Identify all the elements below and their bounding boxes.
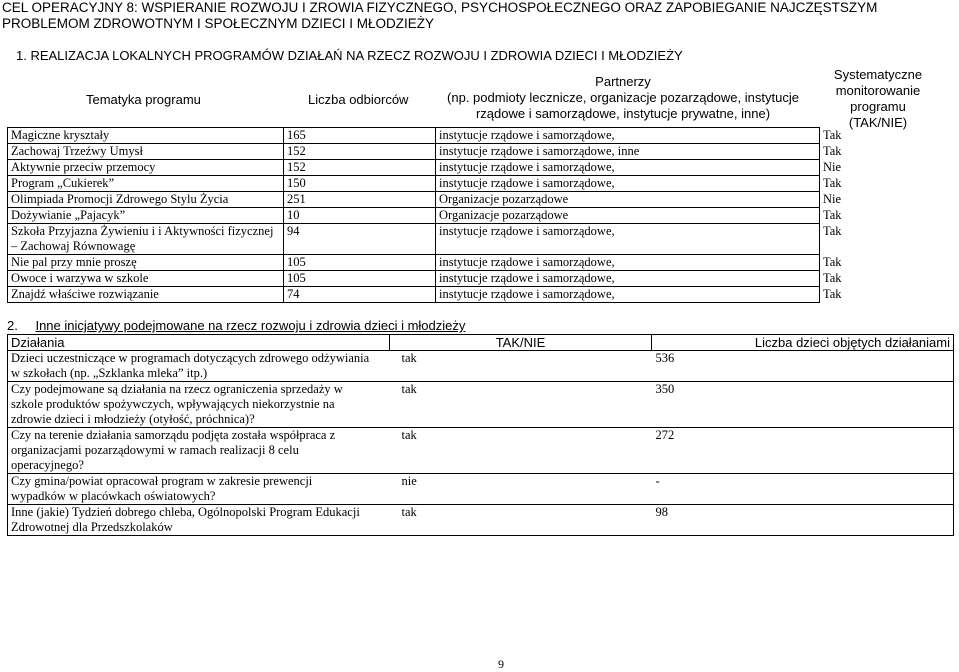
- recipient-count: 105: [284, 271, 436, 287]
- col-monitoring-header: Systematyczne monitorowanie programu (TAK/NIE): [833, 67, 923, 130]
- recipient-count: 10: [284, 208, 436, 224]
- program-topic: Zachowaj Trzeźwy Umysł: [8, 144, 284, 160]
- program-topic: Owoce i warzywa w szkole: [8, 271, 284, 287]
- partners-cell: instytucje rządowe i samorządowe,: [436, 160, 820, 176]
- table-row: [8, 271, 844, 287]
- children-count-cell: 350: [652, 382, 954, 428]
- table-row: [8, 351, 954, 382]
- header-line-1: CEL OPERACYJNY 8: WSPIERANIE ROZWOJU I ZROWIA FIZYCZNEGO, PSYCHOSPOŁECZNEGO ORAZ ZAPOBIEGANIE NAJCZĘSTSZYM: [2, 0, 878, 15]
- initiatives-table: [7, 334, 954, 536]
- monitoring-cell: Tak: [820, 176, 844, 192]
- col-action-header: Działania: [8, 335, 390, 351]
- partners-cell: Organizacje pozarządowe: [436, 192, 820, 208]
- program-topic: Znajdź właściwe rozwiązanie: [8, 287, 284, 303]
- recipient-count: 74: [284, 287, 436, 303]
- table-row: [8, 192, 844, 208]
- action-cell: Czy na terenie działania samorządu podjęta została współpraca z organizacjami pozarządowymi w ramach realizacji 8 celu operacyjnego?: [8, 428, 390, 474]
- action-cell: Inne (jakie) Tydzień dobrego chleba, Ogólnopolski Program Edukacji Zdrowotnej dla Przedszkolaków: [8, 505, 390, 536]
- programs-table: [7, 127, 844, 303]
- program-topic: Program „Cukierek”: [8, 176, 284, 192]
- page-number: 9: [498, 657, 504, 671]
- monitoring-cell: Tak: [820, 287, 844, 303]
- monitoring-cell: Nie: [820, 160, 844, 176]
- table-row: [8, 144, 844, 160]
- program-topic: Szkoła Przyjazna Żywieniu i i Aktywności fizycznej – Zachowaj Równowagę: [8, 224, 284, 255]
- section-1-title: 1. REALIZACJA LOKALNYCH PROGRAMÓW DZIAŁAŃ NA RZECZ ROZWOJU I ZDROWIA DZIECI I MŁODZIEŻY: [16, 48, 683, 63]
- partners-cell: instytucje rządowe i samorządowe,: [436, 128, 820, 144]
- recipient-count: 165: [284, 128, 436, 144]
- partners-cell: instytucje rządowe i samorządowe,: [436, 255, 820, 271]
- recipient-count: 152: [284, 160, 436, 176]
- table-row: [8, 474, 954, 505]
- children-count-cell: 272: [652, 428, 954, 474]
- partners-cell: instytucje rządowe i samorządowe,: [436, 271, 820, 287]
- col-yesno-header: TAK/NIE: [390, 335, 652, 351]
- table-row: [8, 287, 844, 303]
- monitoring-cell: Tak: [820, 255, 844, 271]
- col-children-header: Liczba dzieci objętych działaniami: [652, 335, 954, 351]
- table-row: [8, 160, 844, 176]
- monitoring-cell: Tak: [820, 144, 844, 160]
- action-cell: Czy podejmowane są działania na rzecz ograniczenia sprzedaży w szkole produktów spożywczych, wpływających niekorzystnie na zdrowie dzieci i młodzieży (otyłość, próchnica)?: [8, 382, 390, 428]
- partners-cell: Organizacje pozarządowe: [436, 208, 820, 224]
- section-2-heading: Inne inicjatywy podejmowane na rzecz rozwoju i zdrowia dzieci i młodzieży: [35, 318, 466, 333]
- initiatives-header-row: [8, 335, 954, 351]
- action-cell: Dzieci uczestniczące w programach dotyczących zdrowego odżywiania w szkołach (np. „Szklanka mleka” itp.): [8, 351, 390, 382]
- program-topic: Dożywianie „Pajacyk”: [8, 208, 284, 224]
- children-count-cell: -: [652, 474, 954, 505]
- partners-cell: instytucje rządowe i samorządowe,: [436, 176, 820, 192]
- col-partners-title: Partnerzy: [595, 74, 651, 89]
- table-row: [8, 128, 844, 144]
- table-row: [8, 505, 954, 536]
- table-row: [8, 255, 844, 271]
- yesno-cell: tak: [390, 505, 652, 536]
- recipient-count: 105: [284, 255, 436, 271]
- children-count-cell: 536: [652, 351, 954, 382]
- monitoring-cell: Tak: [820, 128, 844, 144]
- program-topic: Nie pal przy mnie proszę: [8, 255, 284, 271]
- action-cell: Czy gmina/powiat opracował program w zakresie prewencji wypadków w placówkach oświatowych?: [8, 474, 390, 505]
- col-partners-header: [438, 74, 808, 122]
- recipient-count: 94: [284, 224, 436, 255]
- table-row: [8, 208, 844, 224]
- col-topic-header: Tematyka programu: [86, 92, 201, 107]
- program-topic: Magiczne kryształy: [8, 128, 284, 144]
- yesno-cell: nie: [390, 474, 652, 505]
- col-recipients-header: Liczba odbiorców: [308, 92, 409, 107]
- yesno-cell: tak: [390, 351, 652, 382]
- table-row: [8, 224, 844, 255]
- monitoring-cell: Tak: [820, 271, 844, 287]
- document-header: [2, 0, 877, 32]
- recipient-count: 150: [284, 176, 436, 192]
- table-row: [8, 176, 844, 192]
- program-topic: Aktywnie przeciw przemocy: [8, 160, 284, 176]
- table-row: [8, 382, 954, 428]
- partners-cell: instytucje rządowe i samorządowe, inne: [436, 144, 820, 160]
- monitoring-cell: Tak: [820, 208, 844, 224]
- yesno-cell: tak: [390, 428, 652, 474]
- header-line-2: PROBLEMOM ZDROWOTNYM I SPOŁECZNYM DZIECI I MŁODZIEŻY: [2, 16, 435, 31]
- partners-cell: instytucje rządowe i samorządowe,: [436, 224, 820, 255]
- col-partners-note: (np. podmioty lecznicze, organizacje pozarządowe, instytucje rządowe i samorządowe, instytucje prywatne, inne): [447, 90, 799, 121]
- program-topic: Olimpiada Promocji Zdrowego Stylu Życia: [8, 192, 284, 208]
- monitoring-cell: Tak: [820, 224, 844, 255]
- yesno-cell: tak: [390, 382, 652, 428]
- partners-cell: instytucje rządowe i samorządowe,: [436, 287, 820, 303]
- children-count-cell: 98: [652, 505, 954, 536]
- section-2-number: 2.: [7, 318, 18, 333]
- section-2-title: [7, 318, 465, 333]
- monitoring-cell: Nie: [820, 192, 844, 208]
- table-row: [8, 428, 954, 474]
- recipient-count: 251: [284, 192, 436, 208]
- recipient-count: 152: [284, 144, 436, 160]
